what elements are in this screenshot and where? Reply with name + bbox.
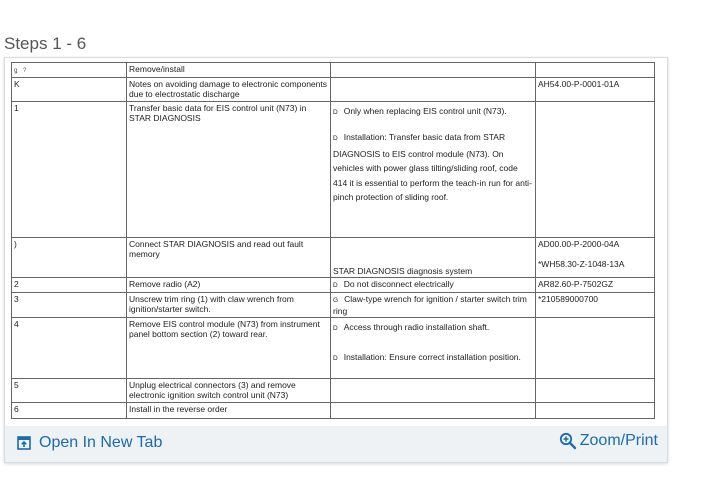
note-text: Do not disconnect electrically	[343, 279, 454, 289]
step-cell: 5	[12, 379, 127, 403]
header-action: Remove/install	[127, 63, 331, 78]
notes-cell	[331, 318, 536, 379]
note-mark: D	[333, 355, 338, 362]
zoom-in-icon	[559, 432, 577, 450]
header-notes	[331, 63, 536, 78]
note-mark: D	[333, 282, 338, 289]
action-cell: Notes on avoiding damage to electronic components due to electrostatic discharge	[127, 78, 331, 102]
notes-cell	[331, 238, 536, 278]
action-cell: Remove EIS control module (N73) from instrument panel bottom section (2) toward rear.	[127, 318, 331, 379]
zoom-print-link[interactable]	[559, 432, 658, 450]
header-step: ǥ ?	[12, 63, 127, 78]
page-title: Steps 1 - 6	[4, 34, 87, 53]
action-cell: Remove radio (A2)	[127, 278, 331, 293]
step-cell: 1	[12, 102, 127, 238]
table-row	[12, 293, 655, 318]
notes-cell	[331, 102, 536, 238]
step-cell: 6	[12, 403, 127, 419]
note-mark: D	[333, 109, 338, 116]
step-cell: 2	[12, 278, 127, 293]
notes-cell	[331, 78, 536, 102]
notes-cell	[331, 403, 536, 419]
ref-cell: *210589000700	[536, 293, 655, 318]
open-new-tab-icon	[17, 436, 31, 450]
ref-line: AD00.00-P-2000-04A	[538, 239, 620, 249]
card-footer	[5, 426, 667, 462]
step-cell: 4	[12, 318, 127, 379]
notes-cell	[331, 293, 536, 318]
action-cell: Transfer basic data for EIS control unit (N73) in STAR DIAGNOSIS	[127, 102, 331, 238]
note-text: Only when replacing EIS control unit (N73).	[343, 106, 507, 116]
step-cell: K	[12, 78, 127, 102]
steps-card	[4, 57, 668, 463]
zoom-print-label: Zoom/Print	[579, 432, 658, 449]
ref-cell	[536, 379, 655, 403]
ref-cell	[536, 102, 655, 238]
table-row	[12, 102, 655, 238]
steps-table	[11, 62, 655, 419]
table-row	[12, 318, 655, 379]
note-mark: D	[333, 135, 338, 142]
table-row	[12, 403, 655, 419]
ref-cell	[536, 403, 655, 419]
ref-cell: AH54.00-P-0001-01A	[536, 78, 655, 102]
ref-cell	[536, 318, 655, 379]
note-text: STAR DIAGNOSIS diagnosis system	[333, 266, 473, 276]
table-header-row	[12, 63, 655, 78]
header-ref	[536, 63, 655, 78]
step-cell: )	[12, 238, 127, 278]
ref-cell	[536, 238, 655, 278]
note-text: Installation: Ensure correct installation position.	[343, 352, 521, 362]
note-text: Access through radio installation shaft.	[343, 322, 490, 332]
action-cell: Connect STAR DIAGNOSIS and read out fault memory	[127, 238, 331, 278]
table-row	[12, 78, 655, 102]
note-text: Installation: Transfer basic data from STAR DIAGNOSIS to EIS control module (N73). On vehicles with power glass tilting/sliding roof, code 414 it is essential to perform the teach-in run for anti-pinch protection of sliding roof.	[333, 132, 532, 202]
notes-cell	[331, 379, 536, 403]
note-text: Claw-type wrench for ignition / starter switch trim ring	[333, 294, 527, 316]
document-image	[11, 62, 654, 422]
table-row	[12, 278, 655, 293]
note-mark: G	[333, 297, 339, 304]
action-cell: Install in the reverse order	[127, 403, 331, 419]
table-row	[12, 238, 655, 278]
open-in-new-tab-link[interactable]	[17, 434, 162, 452]
ref-line: *WH58.30-Z-1048-13A	[538, 259, 625, 269]
notes-cell	[331, 278, 536, 293]
open-in-new-tab-label: Open In New Tab	[39, 434, 163, 451]
note-mark: D	[333, 325, 338, 332]
action-cell: Unplug electrical connectors (3) and remove electronic ignition switch control unit (N73)	[127, 379, 331, 403]
action-cell: Unscrew trim ring (1) with claw wrench from ignition/starter switch.	[127, 293, 331, 318]
table-row	[12, 379, 655, 403]
step-cell: 3	[12, 293, 127, 318]
ref-cell: AR82.60-P-7502GZ	[536, 278, 655, 293]
